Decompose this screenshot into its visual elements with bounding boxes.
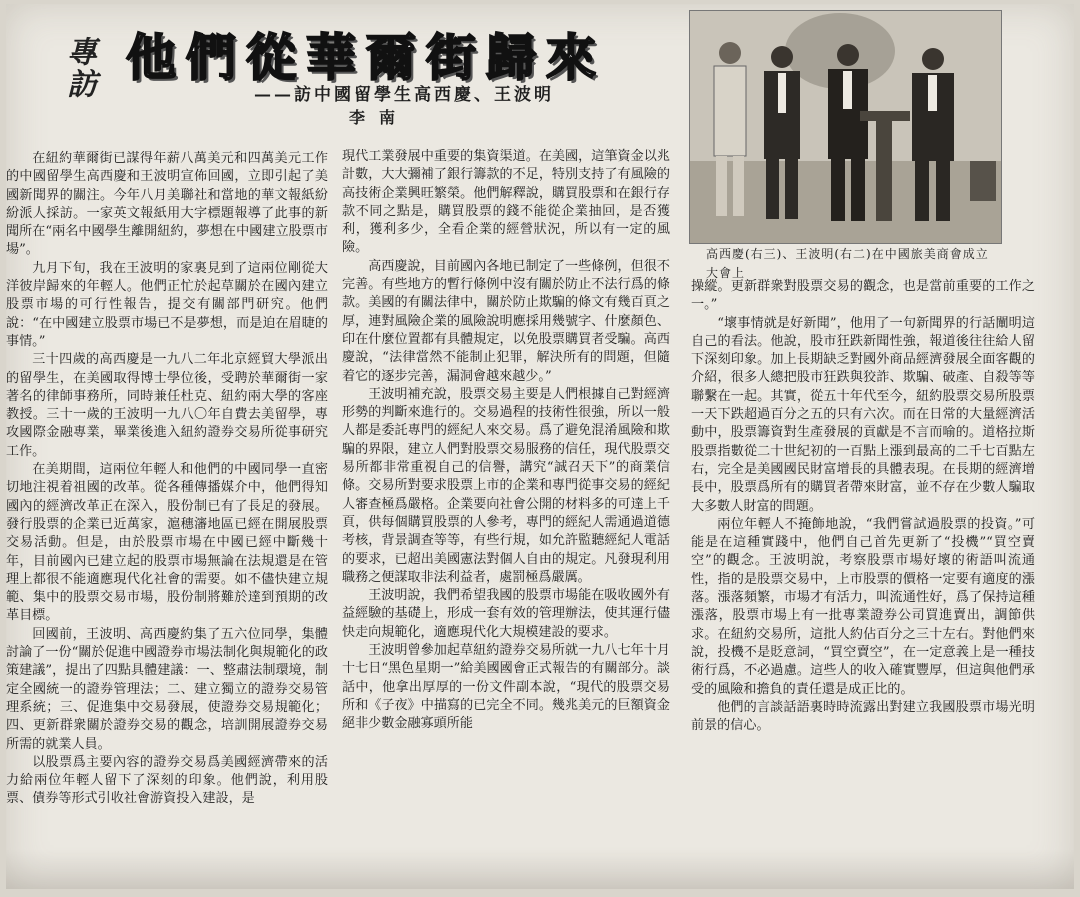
- paragraph: 兩位年輕人不掩飾地說，“我們嘗試過股票的投資。”可能是在這種實踐中，他們自己首先更新了“投機”“買空賣空”的觀念。王波明說，考察股票市場好壞的術語叫流通性，指的是股票交易中，上市股票的價格一定要有適度的漲落。漲落頻繁，市場才有活力，叫流通性好，爲了保持這種漲落，股票市場上有一批專業證券公司買進賣出，調節供求。在紐約交易所，這批人約佔百分之三十左右。對他們來說，投機不是貶意詞，“買空賣空”，在一定意義上是一種技術行爲，不必過慮。這些人的收入確實豐厚，但這與他們承受的風險和擔負的責任還是成正比的。: [691, 516, 1035, 697]
- article-title: 他們從華爾街歸來: [126, 29, 606, 87]
- paragraph: 三十四歲的高西慶是一九八二年北京經貿大學派出的留學生，在美國取得博士學位後，受聘於華爾街一家著名的律師事務所，同時兼任杜克、紐約兩大學的客座教授。三十一歲的王波明一九八〇年自費去美留學，專攻國際金融專業，畢業後進入紐約證券交易所從事研究工作。: [6, 352, 328, 459]
- column-logo-text: 專訪: [61, 36, 96, 100]
- paragraph: 王波明曾參加起草紐約證券交易所就一九八七年十月十七日“黑色星期一”給美國國會正式報告的有關部分。談話中，他拿出厚厚的一份文件副本說，“現代的股票交易所和《子夜》中描寫的已完全不同。幾兆美元的巨額資金絕非少數金融寡頭所能: [342, 643, 670, 732]
- article-byline: 李南: [349, 108, 410, 127]
- page-fold-shadow: [6, 849, 1074, 889]
- paragraph: 高西慶說，目前國內各地已制定了一些條例，但很不完善。有些地方的暫行條例中沒有關於防止不法行爲的條款。美國的有關法律中，關於防止欺騙的條文有幾百頁之厚，連對風險企業的風險說明應採用幾號字、什麼顏色、印在什麼位置都有具體規定，以免股票購買者受騙。高西慶說，“法律當然不能制止犯罪，解決所有的問題，但隨着它的逐步完善，漏洞會越來越少。”: [342, 258, 670, 384]
- paragraph: 操縱。更新群衆對股票交易的觀念，也是當前重要的工作之一。”: [691, 279, 1035, 313]
- paragraph: 九月下旬，我在王波明的家裏見到了這兩位剛從大洋彼岸歸來的年輕人。他們正忙於起草關於在國內建立股票市場的可行性報告，提交有關部門研究。他們說：“在中國建立股票市場已不是夢想，而是迫在眉睫的事情。”: [6, 260, 328, 349]
- text-column-3: [691, 278, 1035, 838]
- paragraph: “壞事情就是好新聞”，他用了一句新聞界的行話闡明這自己的看法。他說，股市狂跌新聞性強，報道後往往給人留下深刻印象。加上長期缺乏對國外商品經濟發展全面客觀的介紹，很多人總把股市狂跌與狡詐、欺騙、破產、自殺等等聯繫在一起。其實，從五十年代至今，紐約股票交易所股票一天下跌超過百分之五的只有六次。而在日常的大量經濟活動中，股票籌資對生產發展的貢獻是不言而喻的。道格拉斯股票指數從二十世紀初的一百點上漲到最高的二千七百點左右，完全是美國國民財富增長的具體表現。在長期的經濟增長中，股票爲所有的購買者帶來財富，並不存在少數人騙取大多數人財富的問題。: [691, 315, 1035, 514]
- text-column-1: [6, 150, 328, 838]
- paragraph: 王波明說，我們希望我國的股票市場能在吸收國外有益經驗的基礎上，形成一套有效的管理辦法，使其運行儘快走向規範化，適應現代化大規模建設的要求。: [342, 588, 670, 640]
- paragraph: 回國前，王波明、高西慶約集了五六位同學，集體討論了一份“關於促進中國證券市場法制化與規範化的政策建議”，提出了四點具體建議：一、整肅法制環境，制定全國統一的證券管理法；二、建立獨立的證券交易管理系統；三、促進集中交易發展，使證券交易規範化；四、更新群衆關於證券交易的觀念，培訓開展證券交易所需的就業人員。: [6, 626, 328, 752]
- paragraph: 王波明補充說，股票交易主要是人們根據自己對經濟形勢的判斷來進行的。交易過程的技術性很強，所以一般人都是委託專門的經紀人來交易。爲了避免混淆風險和欺騙的界限，建立人們對股票交易服務的信任，現代股票交易所都非常重視自己的信譽，講究“誠召天下”的商業信條。交易所對要求股票上市的企業和專門從事交易的經紀人審查極爲嚴格。企業要向社會公開的材料多的可達上千頁，供每個購買股票的人參考，專門的經紀人需通過道德考核，背景調查等等，有些行規，如允許監聽經紀人電話的要求，已超出美國憲法對個人自由的規定。凡發現利用職務之便謀取非法利益者，處罰極爲嚴厲。: [342, 386, 670, 585]
- paragraph: 在紐約華爾街已謀得年薪八萬美元和四萬美元工作的中國留學生高西慶和王波明宣佈回國，立即引起了美國新聞界的關注。今年八月美聯社和當地的華文報紙紛紛派人採訪。一家英文報紙用大字標題報導了此事的新聞所在“兩名中國學生離開紐約，夢想在中國建立股票市場”。: [6, 151, 328, 258]
- paragraph: 現代工業發展中重要的集資渠道。在美國，這筆資金以兆計數，大大彌補了銀行籌款的不足，特別支持了有風險的高技術企業興旺繁榮。他們解釋說，購買股票和在銀行存款不同之點是，購買股票的錢不能從企業抽回，是否獲利，獲利多少，全看企業的經營狀況，所以有一定的風險。: [342, 149, 670, 256]
- paragraph: 以股票爲主要內容的證券交易爲美國經濟帶來的活力給兩位年輕人留下了深刻的印象。他們說，利用股票、債券等形式引收社會游資投入建設，是: [6, 754, 328, 807]
- text-column-2: [342, 148, 670, 866]
- paragraph: 他們的言談話語裏時時流露出對建立我國股票市場光明前景的信心。: [691, 699, 1035, 734]
- paragraph: 在美期間，這兩位年輕人和他們的中國同學一直密切地注視着祖國的改革。從各種傳播媒介中，他們得知國內的經濟改革正在深入，股份制已有了長足的發展。發行股票的企業已近萬家，滬穗瀋地區已經在開展股票交易活動。但是，由於股票市場在中國已經中斷幾十年，目前國內已建立起的股票市場無論在法規還是在管理上都很不能適應現代化社會的需要。如不儘快建立規範、集中的股票交易市場，股份制將難於達到預期的改革目標。: [6, 462, 328, 624]
- newspaper-page: [6, 4, 1074, 889]
- article-photo: [689, 10, 1002, 244]
- photo-caption: 高西慶(右三)、王波明(右二)在中國旅美商會成立大會上: [706, 247, 989, 280]
- column-logo: [26, 18, 100, 118]
- article-subtitle: ——訪中國留學生高西慶、王波明: [254, 85, 554, 105]
